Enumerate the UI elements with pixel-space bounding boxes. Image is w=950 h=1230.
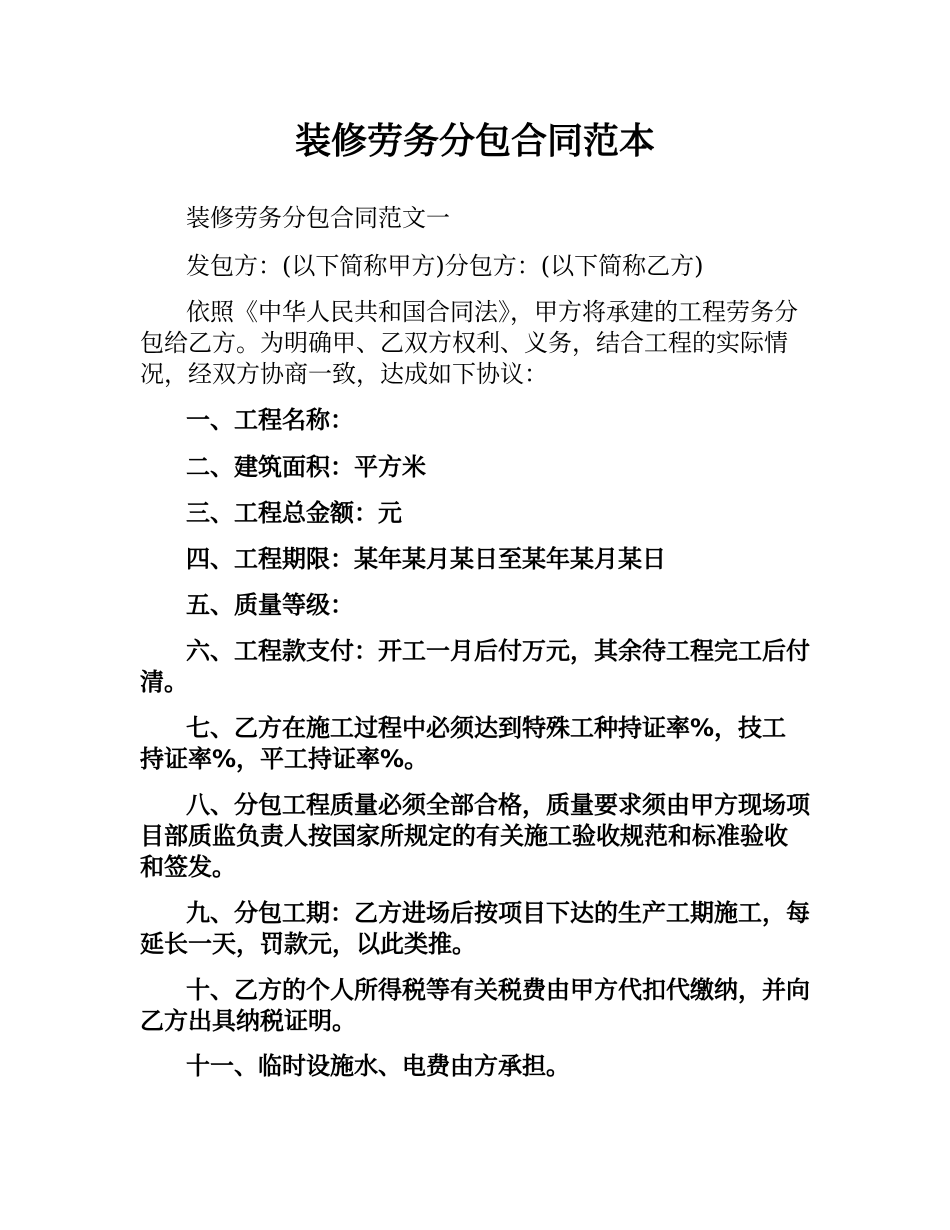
document-title: 装修劳务分包合同范本 [294,121,655,162]
clause-10-taxes: 十、乙方的个人所得税等有关税费由甲方代扣代缴纳，并向乙方出具纳税证明。 [140,976,810,1035]
paragraph-preamble: 依照《中华人民共和国合同法》，甲方将承建的工程劳务分包给乙方。为明确甲、乙双方权利、义务，结合工程的实际情况，经双方协商一致，达成如下协议： [140,298,798,388]
clause-1-project-name: 一、工程名称： [186,406,354,434]
clause-2-building-area: 二、建筑面积：平方米 [186,453,426,481]
clause-7-certification: 七、乙方在施工过程中必须达到特殊工种持证率%，技工持证率%，平工持证率%。 [140,714,787,773]
clause-3-total-amount: 三、工程总金额：元 [186,499,402,527]
clause-11-utilities: 十一、临时设施水、电费由方承担。 [186,1052,570,1080]
clause-8-quality-acceptance: 八、分包工程质量必须全部合格，质量要求须由甲方现场项目部质监负责人按国家所规定的有关施工验收规范和标准验收和签发。 [140,791,810,881]
clause-9-schedule: 九、分包工期：乙方进场后按项目下达的生产工期施工，每延长一天，罚款元，以此类推。 [140,899,810,958]
clause-5-quality-grade: 五、质量等级： [186,591,354,619]
clause-4-project-period: 四、工程期限：某年某月某日至某年某月某日 [186,545,666,573]
paragraph-parties: 发包方：(以下简称甲方)分包方：(以下简称乙方) [186,252,704,280]
clause-6-payment: 六、工程款支付：开工一月后付万元，其余待工程完工后付清。 [140,637,810,696]
paragraph-subtitle: 装修劳务分包合同范文一 [186,204,450,232]
